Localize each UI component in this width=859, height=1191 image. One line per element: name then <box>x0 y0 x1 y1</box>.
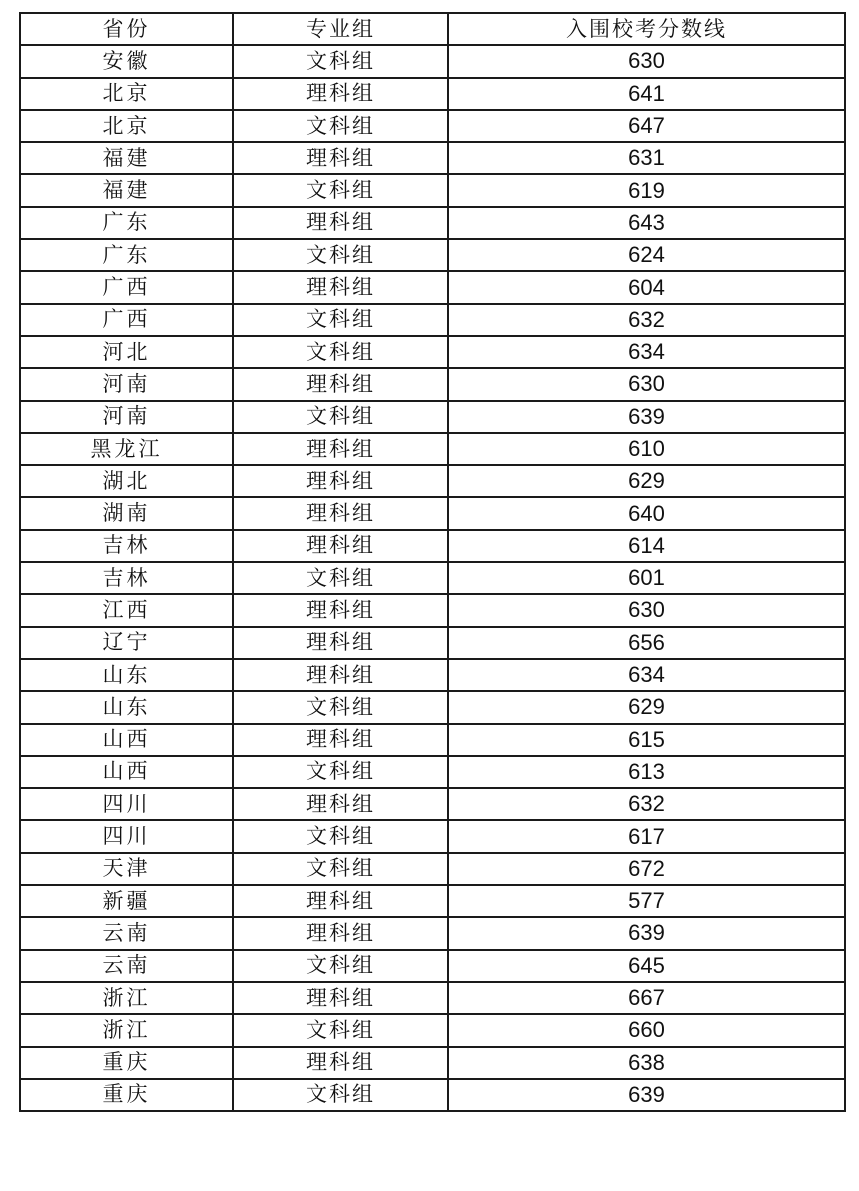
cutoff-score-cell: 577 <box>448 885 845 917</box>
province-cell: 福建 <box>20 174 233 206</box>
major-group-cell: 文科组 <box>233 691 448 723</box>
major-group-cell: 理科组 <box>233 917 448 949</box>
cutoff-score-cell: 632 <box>448 304 845 336</box>
province-cell: 吉林 <box>20 562 233 594</box>
cutoff-score-cell: 613 <box>448 756 845 788</box>
major-group-cell: 理科组 <box>233 368 448 400</box>
table-row <box>20 820 845 852</box>
major-group-cell: 理科组 <box>233 724 448 756</box>
table-row <box>20 304 845 336</box>
table-row <box>20 45 845 77</box>
table-row <box>20 756 845 788</box>
major-group-cell: 文科组 <box>233 45 448 77</box>
province-cell: 广西 <box>20 304 233 336</box>
major-group-cell: 文科组 <box>233 239 448 271</box>
table-row <box>20 885 845 917</box>
cutoff-score-cell: 614 <box>448 530 845 562</box>
major-group-cell: 文科组 <box>233 110 448 142</box>
major-group-cell: 理科组 <box>233 497 448 529</box>
table-row <box>20 853 845 885</box>
province-cell: 北京 <box>20 110 233 142</box>
major-group-cell: 理科组 <box>233 433 448 465</box>
table-row <box>20 1079 845 1111</box>
province-cell: 山东 <box>20 659 233 691</box>
province-cell: 河北 <box>20 336 233 368</box>
province-cell: 黑龙江 <box>20 433 233 465</box>
table-row <box>20 174 845 206</box>
province-cell: 辽宁 <box>20 627 233 659</box>
cutoff-score-cell: 615 <box>448 724 845 756</box>
cutoff-score-cell: 634 <box>448 659 845 691</box>
province-cell: 湖北 <box>20 465 233 497</box>
table-row <box>20 207 845 239</box>
cutoff-score-cell: 634 <box>448 336 845 368</box>
province-cell: 四川 <box>20 820 233 852</box>
header-major-group: 专业组 <box>233 13 448 45</box>
major-group-cell: 文科组 <box>233 336 448 368</box>
cutoff-score-cell: 629 <box>448 465 845 497</box>
major-group-cell: 理科组 <box>233 530 448 562</box>
major-group-cell: 理科组 <box>233 465 448 497</box>
province-cell: 河南 <box>20 368 233 400</box>
major-group-cell: 文科组 <box>233 853 448 885</box>
table-row <box>20 594 845 626</box>
major-group-cell: 理科组 <box>233 271 448 303</box>
table-row <box>20 950 845 982</box>
table-row <box>20 1047 845 1079</box>
province-cell: 广东 <box>20 207 233 239</box>
table-row <box>20 271 845 303</box>
cutoff-score-cell: 639 <box>448 917 845 949</box>
major-group-cell: 理科组 <box>233 788 448 820</box>
cutoff-score-cell: 610 <box>448 433 845 465</box>
header-cutoff-score: 入围校考分数线 <box>448 13 845 45</box>
province-cell: 山西 <box>20 724 233 756</box>
cutoff-score-cell: 667 <box>448 982 845 1014</box>
major-group-cell: 文科组 <box>233 820 448 852</box>
table-row <box>20 465 845 497</box>
table-body <box>20 45 845 1111</box>
province-cell: 四川 <box>20 788 233 820</box>
cutoff-score-cell: 639 <box>448 401 845 433</box>
province-cell: 重庆 <box>20 1079 233 1111</box>
major-group-cell: 文科组 <box>233 304 448 336</box>
table-row <box>20 497 845 529</box>
major-group-cell: 理科组 <box>233 627 448 659</box>
table-row <box>20 691 845 723</box>
major-group-cell: 理科组 <box>233 207 448 239</box>
major-group-cell: 理科组 <box>233 594 448 626</box>
cutoff-score-cell: 604 <box>448 271 845 303</box>
cutoff-score-cell: 641 <box>448 78 845 110</box>
table-row <box>20 530 845 562</box>
cutoff-score-cell: 639 <box>448 1079 845 1111</box>
major-group-cell: 理科组 <box>233 78 448 110</box>
table-row <box>20 627 845 659</box>
table-row <box>20 659 845 691</box>
major-group-cell: 文科组 <box>233 562 448 594</box>
table-row <box>20 788 845 820</box>
cutoff-score-cell: 672 <box>448 853 845 885</box>
province-cell: 山东 <box>20 691 233 723</box>
major-group-cell: 文科组 <box>233 756 448 788</box>
table-row <box>20 110 845 142</box>
province-cell: 安徽 <box>20 45 233 77</box>
province-cell: 河南 <box>20 401 233 433</box>
province-cell: 云南 <box>20 950 233 982</box>
table-header-row <box>20 13 845 45</box>
table-row <box>20 982 845 1014</box>
province-cell: 重庆 <box>20 1047 233 1079</box>
major-group-cell: 理科组 <box>233 1047 448 1079</box>
cutoff-score-cell: 619 <box>448 174 845 206</box>
major-group-cell: 文科组 <box>233 1014 448 1046</box>
cutoff-score-cell: 640 <box>448 497 845 529</box>
major-group-cell: 文科组 <box>233 401 448 433</box>
cutoff-score-cell: 624 <box>448 239 845 271</box>
table-row <box>20 239 845 271</box>
cutoff-score-cell: 656 <box>448 627 845 659</box>
major-group-cell: 理科组 <box>233 982 448 1014</box>
cutoff-score-cell: 638 <box>448 1047 845 1079</box>
province-cell: 新疆 <box>20 885 233 917</box>
table-row <box>20 724 845 756</box>
table-row <box>20 336 845 368</box>
cutoff-score-cell: 630 <box>448 368 845 400</box>
cutoff-score-cell: 647 <box>448 110 845 142</box>
province-cell: 山西 <box>20 756 233 788</box>
cutoff-score-cell: 630 <box>448 45 845 77</box>
table-row <box>20 917 845 949</box>
cutoff-score-cell: 645 <box>448 950 845 982</box>
major-group-cell: 文科组 <box>233 1079 448 1111</box>
province-cell: 云南 <box>20 917 233 949</box>
province-cell: 江西 <box>20 594 233 626</box>
cutoff-score-cell: 643 <box>448 207 845 239</box>
cutoff-score-cell: 629 <box>448 691 845 723</box>
score-table <box>19 12 846 1112</box>
table-row <box>20 433 845 465</box>
cutoff-score-cell: 617 <box>448 820 845 852</box>
province-cell: 天津 <box>20 853 233 885</box>
province-cell: 浙江 <box>20 982 233 1014</box>
table-row <box>20 78 845 110</box>
table-row <box>20 1014 845 1046</box>
major-group-cell: 理科组 <box>233 659 448 691</box>
province-cell: 湖南 <box>20 497 233 529</box>
header-province: 省份 <box>20 13 233 45</box>
province-cell: 吉林 <box>20 530 233 562</box>
major-group-cell: 理科组 <box>233 885 448 917</box>
cutoff-score-cell: 632 <box>448 788 845 820</box>
major-group-cell: 理科组 <box>233 142 448 174</box>
province-cell: 广东 <box>20 239 233 271</box>
province-cell: 浙江 <box>20 1014 233 1046</box>
province-cell: 福建 <box>20 142 233 174</box>
table-row <box>20 562 845 594</box>
cutoff-score-cell: 660 <box>448 1014 845 1046</box>
major-group-cell: 文科组 <box>233 174 448 206</box>
major-group-cell: 文科组 <box>233 950 448 982</box>
table-row <box>20 401 845 433</box>
cutoff-score-cell: 601 <box>448 562 845 594</box>
cutoff-score-cell: 631 <box>448 142 845 174</box>
table-row <box>20 142 845 174</box>
province-cell: 广西 <box>20 271 233 303</box>
cutoff-score-cell: 630 <box>448 594 845 626</box>
table-row <box>20 368 845 400</box>
province-cell: 北京 <box>20 78 233 110</box>
